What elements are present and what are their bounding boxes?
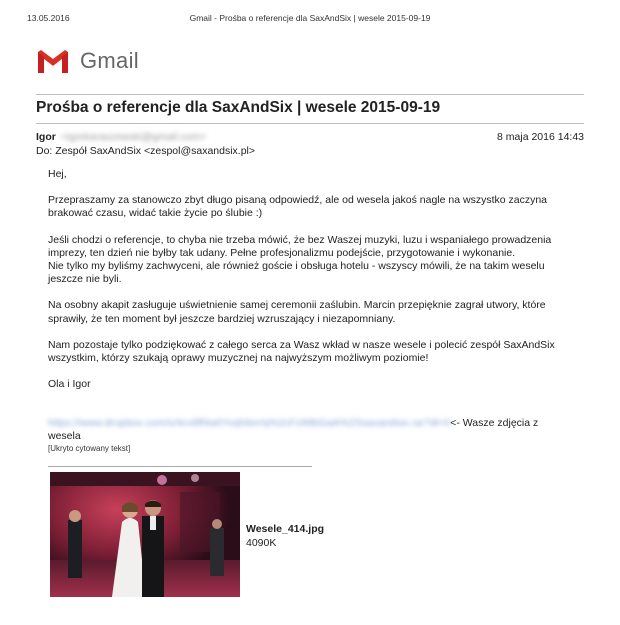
hidden-quote-toggle[interactable]: [Ukryto cytowany tekst] [48, 444, 131, 453]
body-paragraph: Przepraszamy za stanowczo zbyt długo pisaną odpowiedź, ale od wesela jakoś nagle na wszystko zaczyna brakować czasu, widać takie życie po ślubie :) [48, 194, 548, 220]
attachment-divider [48, 466, 312, 467]
sender [36, 131, 206, 143]
body-paragraph: Nam pozostaje tylko podziękować z całego serca za Wasz wkład w nasze wesele i polecić zespół SaxAndSix wszystkim, którzy szukają oprawy muzycznej na najwyższym możliwym poziomie! [48, 338, 555, 365]
print-title: Gmail - Prośba o referencje dla SaxAndSix | wesele 2015-09-19 [189, 13, 431, 23]
photos-link-note: <- Wasze zdjęcia z wesela [48, 417, 539, 443]
email-recipient: Do: Zespół SaxAndSix <zespol@saxandsix.pl> [36, 145, 256, 157]
print-header [27, 13, 593, 25]
signature: Ola i Igor [48, 378, 91, 391]
attachment-size: 4090K [246, 537, 277, 549]
print-date: 13.05.2016 [27, 13, 70, 23]
gmail-m-icon [36, 48, 70, 74]
body-paragraph: Jeśli chodzi o referencje, to chyba nie trzeba mówić, że bez Waszej muzyki, luzu i wspaniałego prowadzenia imprezy, ten dzień nie byłby tak udany. Pełne profesjonalizmu podejście, przygotowanie i wykonanie. Nie tylko my byliśmy zachwyceni, ale również goście i obsługa hotelu - wszyscy mówili, że na takim weselu jeszcze nie byli. [48, 233, 552, 286]
email-subject: Prośba o referencje dla SaxAndSix | wesele 2015-09-19 [36, 99, 441, 116]
body-paragraph: Na osobny akapit zasługuje uświetnienie samej ceremonii zaślubin. Marcin przepięknie zagrał utwory, które sprawiły, że ten moment był jeszcze bardziej wzruszający i niezapomniany. [48, 299, 546, 325]
greeting: Hej, [48, 168, 67, 180]
email-body [48, 168, 573, 404]
header-divider [36, 94, 584, 95]
attachment-thumbnail[interactable] [50, 472, 240, 597]
gmail-logo-text: Gmail [80, 48, 139, 73]
sender-name: Igor [36, 131, 56, 143]
email-date: 8 maja 2016 14:43 [497, 131, 584, 143]
attachment-filename[interactable]: Wesele_414.jpg [246, 523, 325, 535]
subject-divider [36, 123, 584, 124]
photos-link-line [48, 417, 573, 443]
gmail-logo[interactable] [36, 46, 139, 76]
sender-email: <igorkaraszewski@gmail.com> [60, 131, 207, 143]
photos-link[interactable]: https://www.dropbox.com/s/4cv8ff4a6Yvqh6er/q%2cFzIMbGaA%2Ssaxandsix.rar?dl=0 [48, 417, 451, 429]
